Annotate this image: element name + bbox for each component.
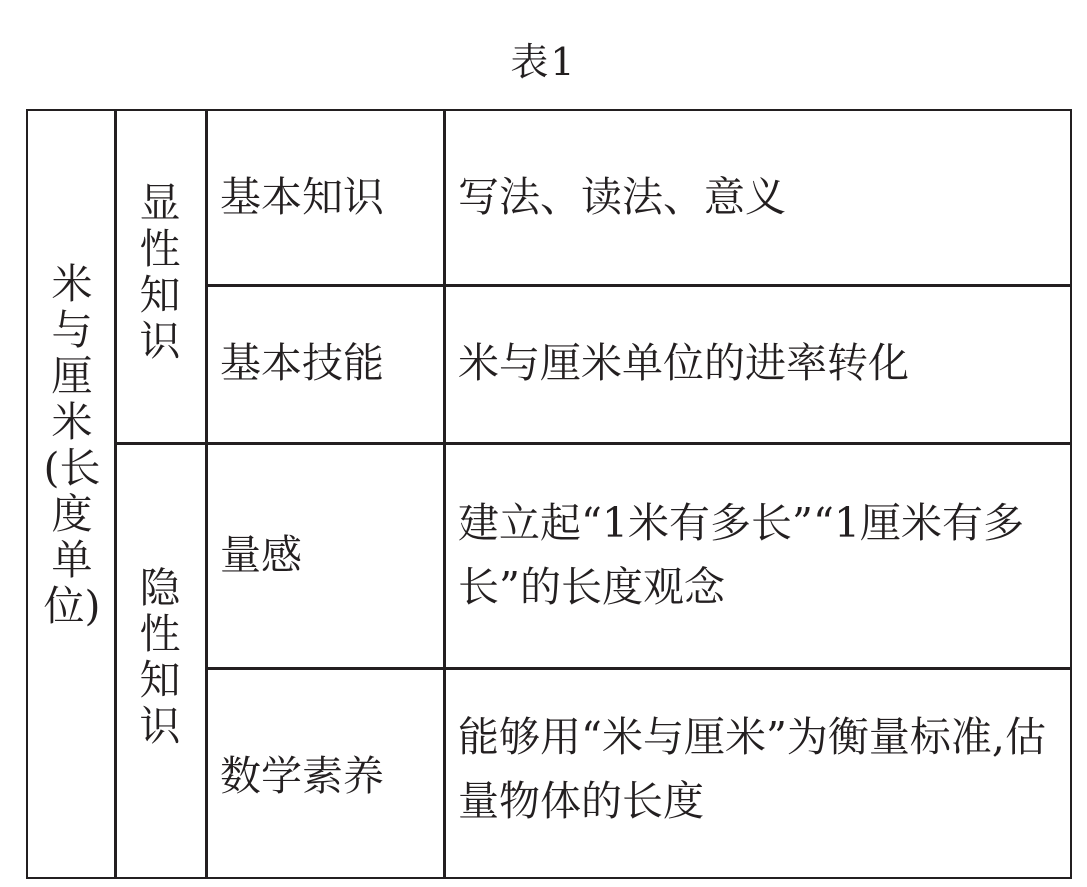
aspect-math-literacy: 数学素养 [220,752,384,800]
topic-cell: 米与厘米(长度单位) [43,260,101,630]
content-basic-skill: 米与厘米单位的进率转化 [458,339,909,387]
aspect-basic-knowledge: 基本知识 [220,173,384,221]
rule-group-split [114,442,1072,445]
rule-col-2 [205,111,208,877]
rule-row-1 [205,284,1072,287]
knowledge-table [26,109,1072,879]
group-label-implicit: 隐性知识 [139,564,181,750]
group-label-explicit: 显性知识 [139,179,181,365]
table-title: 表1 [510,40,577,84]
aspect-basic-skill: 基本技能 [220,339,384,387]
content-basic-knowledge: 写法、读法、意义 [458,173,786,221]
rule-col-1 [114,111,117,877]
content-math-literacy: 能够用“米与厘米”为衡量标准,估量物体的长度 [458,713,1046,825]
rule-col-3 [443,111,446,877]
aspect-quantity-sense: 量感 [220,531,302,579]
rule-row-3 [205,667,1072,670]
content-quantity-sense: 建立起“1米有多长”“1厘米有多长”的长度观念 [458,499,1025,611]
